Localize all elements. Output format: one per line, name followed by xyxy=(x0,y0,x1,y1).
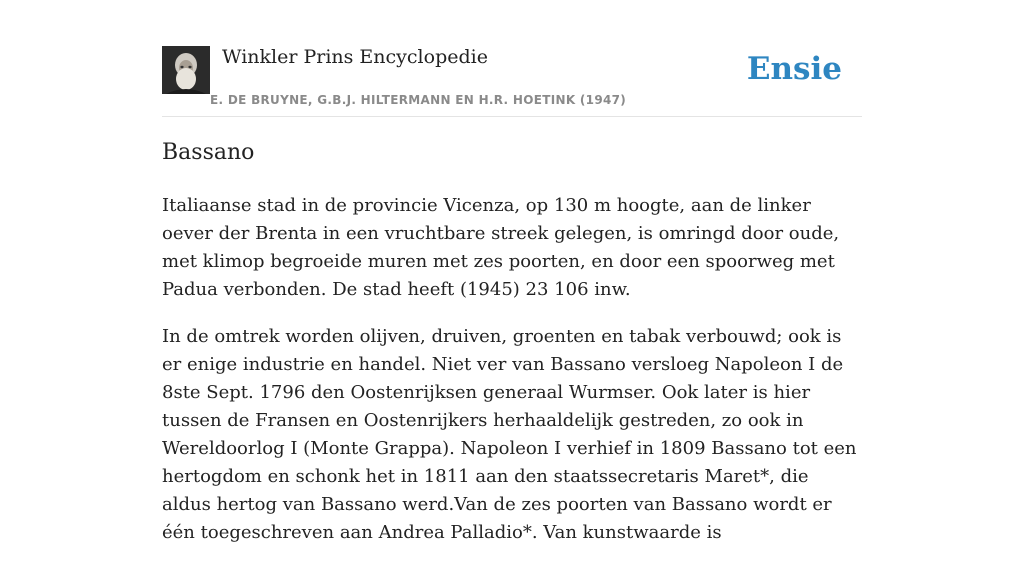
source-header xyxy=(162,46,862,117)
article-paragraph: In de omtrek worden olijven, druiven, groenten en tabak verbouwd; ook is er enige industrie en handel. Niet ver van Bassano versloeg Napoleon I de 8ste Sept. 1796 den Oostenrijksen generaal Wurmser. Ook later is hier tussen de Fransen en Oostenrijkers herhaaldelijk gestreden, zo ook in Wereldoorlog I (Monte Grappa). Napoleon I verhief in 1809 Bassano tot een hertogdom en schonk het in 1811 aan den staatssecretaris Maret*, die aldus hertog van Bassano werd.Van de zes poorten van Bassano wordt er één toegeschreven aan Andrea Palladio*. Van kunstwaarde is xyxy=(162,326,857,543)
ensie-logo[interactable]: Ensie xyxy=(746,51,842,87)
source-authors: E. DE BRUYNE, G.B.J. HILTERMANN EN H.R. HOETINK (1947) xyxy=(210,93,627,107)
article-body xyxy=(162,192,862,566)
article-title: Bassano xyxy=(162,140,255,165)
article-paragraph: Italiaanse stad in de provincie Vicenza, op 130 m hoogte, aan de linker oever der Brenta in een vruchtbare streek gelegen, is omringd door oude, met klimop begroeide muren met zes poorten, en door een spoorweg met Padua verbonden. De stad heeft (1945) 23 106 inw. xyxy=(162,195,840,300)
source-title[interactable]: Winkler Prins Encyclopedie xyxy=(222,46,488,68)
author-avatar[interactable] xyxy=(162,46,210,94)
portrait-image xyxy=(162,46,210,94)
